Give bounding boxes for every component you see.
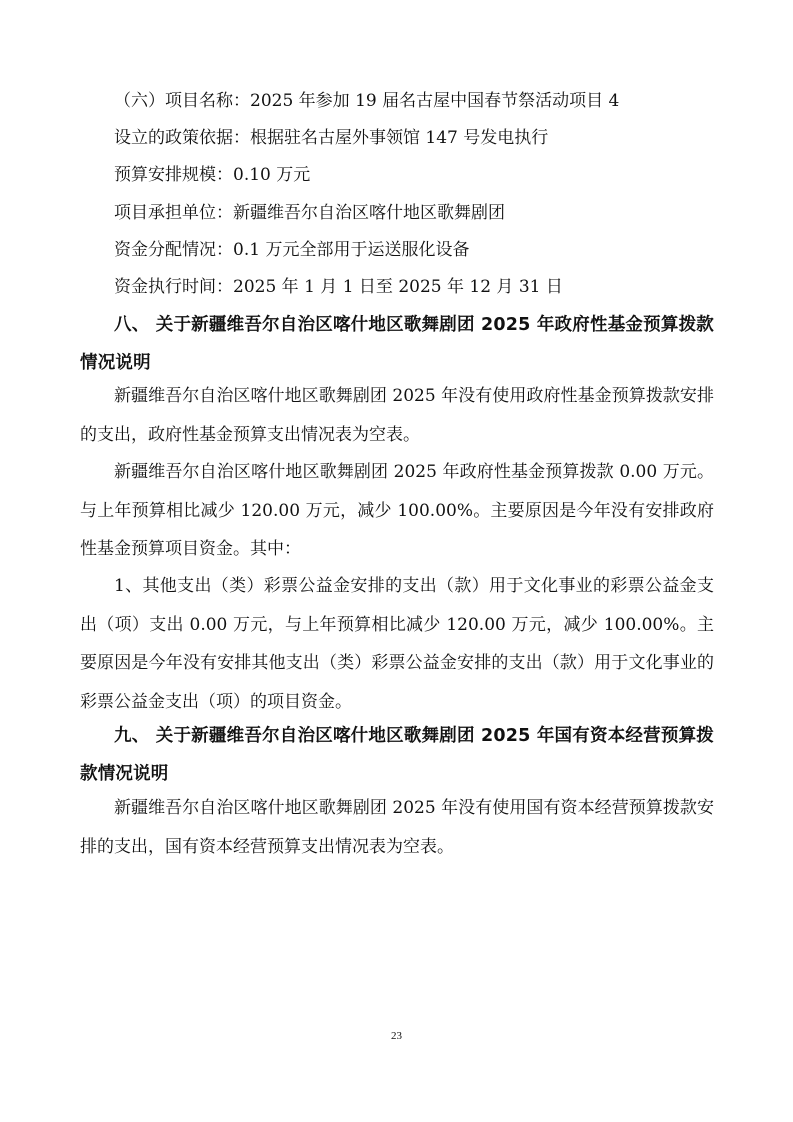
page-number: 23	[391, 1030, 402, 1042]
budget-scale-line: 预算安排规模：0.10 万元	[114, 165, 311, 185]
section-9-heading: 九、 关于新疆维吾尔自治区喀什地区歌舞剧团 2025 年国有资本经营预算拨款情况说明	[80, 726, 714, 784]
section-8-paragraph-2: 新疆维吾尔自治区喀什地区歌舞剧团 2025 年政府性基金预算拨款 0.00 万元。与上年预算相比减少 120.00 万元，减少 100.00%。主要原因是今年没有安排政府性基金预算项目资金。其中：	[80, 462, 714, 559]
execution-time-line: 资金执行时间：2025 年 1 月 1 日至 2025 年 12 月 31 日	[114, 277, 563, 297]
policy-basis-line: 设立的政策依据：根据驻名古屋外事领馆 147 号发电执行	[114, 128, 549, 148]
project-name-line: （六）项目名称：2025 年参加 19 届名古屋中国春节祭活动项目 4	[114, 91, 620, 111]
undertaking-unit-line: 项目承担单位：新疆维吾尔自治区喀什地区歌舞剧团	[114, 203, 505, 223]
fund-allocation-line: 资金分配情况：0.1 万元全部用于运送服化设备	[114, 240, 470, 260]
section-9-paragraph-1: 新疆维吾尔自治区喀什地区歌舞剧团 2025 年没有使用国有资本经营预算拨款安排的支出，国有资本经营预算支出情况表为空表。	[80, 798, 714, 857]
section-8-paragraph-3: 1、其他支出（类）彩票公益金安排的支出（款）用于文化事业的彩票公益金支出（项）支出 0.00 万元，与上年预算相比减少 120.00 万元，减少 100.00%。主要原因是今年没有安排其他支出（类）彩票公益金安排的支出（款）用于文化事业的彩票公益金支出（项）的项目资金。	[80, 576, 714, 712]
section-8-heading: 八、 关于新疆维吾尔自治区喀什地区歌舞剧团 2025 年政府性基金预算拨款情况说明	[80, 315, 714, 373]
section-8-paragraph-1: 新疆维吾尔自治区喀什地区歌舞剧团 2025 年没有使用政府性基金预算拨款安排的支出，政府性基金预算支出情况表为空表。	[80, 386, 714, 445]
